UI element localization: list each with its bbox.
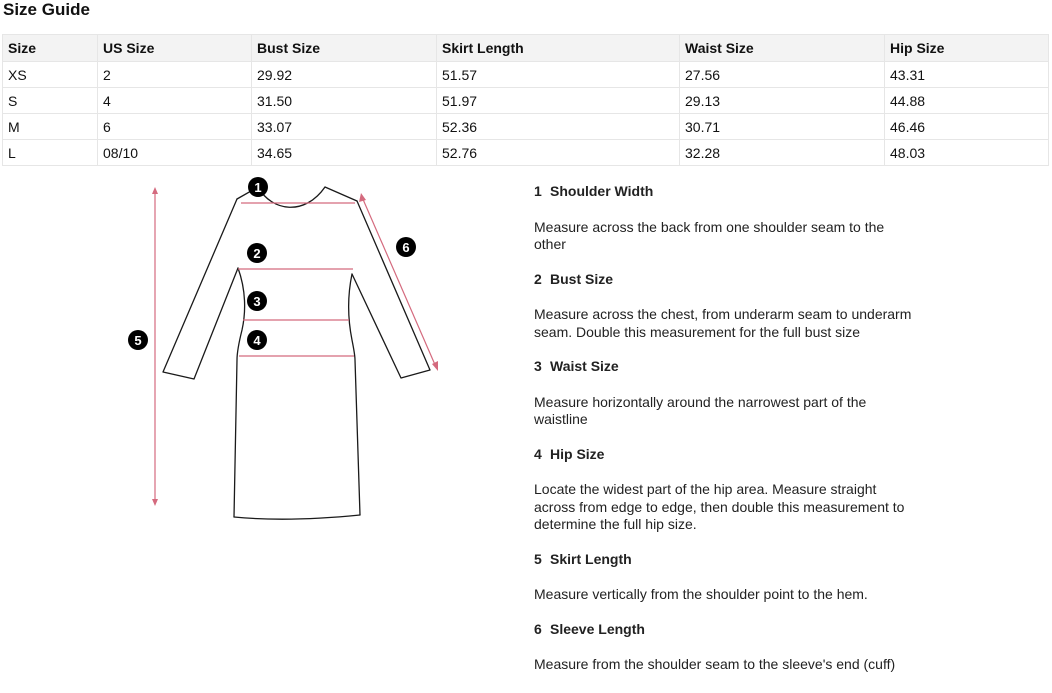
cell-us-size: 4: [98, 88, 252, 114]
table-row: [3, 62, 1049, 88]
table-row: [3, 114, 1049, 140]
right-shoulder: [325, 187, 357, 201]
marker-1: [248, 177, 268, 197]
table-header-row: [3, 35, 1049, 62]
arrow-down-icon: [432, 361, 438, 371]
cell-waist-size: 29.13: [680, 88, 885, 114]
svg-text:1: 1: [254, 180, 262, 195]
column-header-waist-size: Waist Size: [680, 35, 885, 62]
dress-neckline: [258, 187, 325, 207]
dress-left-side: [234, 268, 245, 517]
svg-text:2: 2: [253, 246, 261, 261]
legend-title: Hip Size: [550, 445, 605, 462]
cell-bust-size: 31.50: [252, 88, 437, 114]
cell-size: M: [3, 114, 98, 140]
svg-text:4: 4: [253, 333, 261, 348]
marker-3: [247, 291, 267, 311]
dress-hem: [234, 515, 360, 519]
legend-number: 2: [534, 270, 542, 287]
legend-item-hip-size: [534, 446, 919, 534]
cell-skirt-length: 51.97: [437, 88, 680, 114]
legend-number: 6: [534, 620, 542, 637]
legend-title: Waist Size: [550, 358, 619, 374]
legend-item-shoulder-width: [534, 183, 919, 254]
cell-us-size: 08/10: [98, 140, 252, 166]
cell-waist-size: 30.71: [680, 114, 885, 140]
legend-number: 1: [534, 183, 542, 199]
measurement-legend: [534, 183, 919, 691]
legend-title: Sleeve Length: [550, 620, 645, 637]
svg-text:3: 3: [253, 294, 261, 309]
column-header-us-size: US Size: [98, 35, 252, 62]
cell-skirt-length: 52.36: [437, 114, 680, 140]
sleeve-length-line: [362, 197, 436, 367]
left-sleeve: [163, 199, 238, 379]
arrow-down-icon: [152, 499, 158, 506]
cell-skirt-length: 52.76: [437, 140, 680, 166]
size-table: [2, 34, 1049, 166]
svg-text:5: 5: [134, 333, 142, 348]
legend-description: Measure across the back from one shoulder seam to the other: [534, 218, 885, 252]
legend-number: 5: [534, 550, 542, 567]
legend-description: Measure from the shoulder seam to the sleeve's end (cuff): [534, 656, 896, 672]
marker-5: [128, 330, 148, 350]
column-header-skirt-length: Skirt Length: [437, 35, 680, 62]
cell-bust-size: 29.92: [252, 62, 437, 88]
dress-outline: [163, 187, 430, 519]
column-header-bust-size: Bust Size: [252, 35, 437, 62]
cell-hip-size: 44.88: [885, 88, 1049, 114]
marker-2: [247, 243, 267, 263]
cell-hip-size: 46.46: [885, 114, 1049, 140]
page-title: Size Guide: [3, 0, 90, 19]
cell-size: L: [3, 140, 98, 166]
column-header-size: Size: [3, 35, 98, 62]
svg-text:6: 6: [402, 240, 410, 255]
cell-us-size: 2: [98, 62, 252, 88]
right-sleeve: [352, 201, 430, 378]
legend-title: Skirt Length: [550, 550, 632, 567]
cell-hip-size: 48.03: [885, 140, 1049, 166]
cell-size: XS: [3, 62, 98, 88]
legend-description: Measure across the chest, from underarm seam to underarm seam. Double this measurement for the full bust size: [534, 306, 912, 340]
cell-bust-size: 34.65: [252, 140, 437, 166]
table-row: [3, 140, 1049, 166]
cell-us-size: 6: [98, 114, 252, 140]
legend-description: Locate the widest part of the hip area. Measure straight across from edge to edge, then double this measurement to determine the full hip size.: [534, 481, 905, 532]
measurement-lines: [152, 187, 438, 506]
dress-right-side: [349, 274, 360, 515]
marker-4: [247, 330, 267, 350]
cell-waist-size: 27.56: [680, 62, 885, 88]
legend-description: Measure vertically from the shoulder point to the hem.: [534, 586, 868, 602]
cell-bust-size: 33.07: [252, 114, 437, 140]
arrow-up-icon: [359, 193, 366, 202]
legend-number: 3: [534, 358, 542, 374]
cell-waist-size: 32.28: [680, 140, 885, 166]
cell-skirt-length: 51.57: [437, 62, 680, 88]
cell-hip-size: 43.31: [885, 62, 1049, 88]
legend-description: Measure horizontally around the narrowest part of the waistline: [534, 393, 867, 427]
legend-item-waist-size: [534, 358, 919, 429]
legend-item-bust-size: [534, 271, 919, 342]
legend-title: Bust Size: [550, 270, 614, 287]
legend-number: 4: [534, 445, 542, 462]
table-row: [3, 88, 1049, 114]
legend-item-skirt-length: [534, 551, 919, 604]
dress-measurement-diagram: [0, 168, 520, 528]
column-header-hip-size: Hip Size: [885, 35, 1049, 62]
legend-item-sleeve-length: [534, 621, 919, 674]
marker-6: [396, 237, 416, 257]
cell-size: S: [3, 88, 98, 114]
legend-title: Shoulder Width: [550, 183, 654, 199]
arrow-up-icon: [152, 187, 158, 194]
